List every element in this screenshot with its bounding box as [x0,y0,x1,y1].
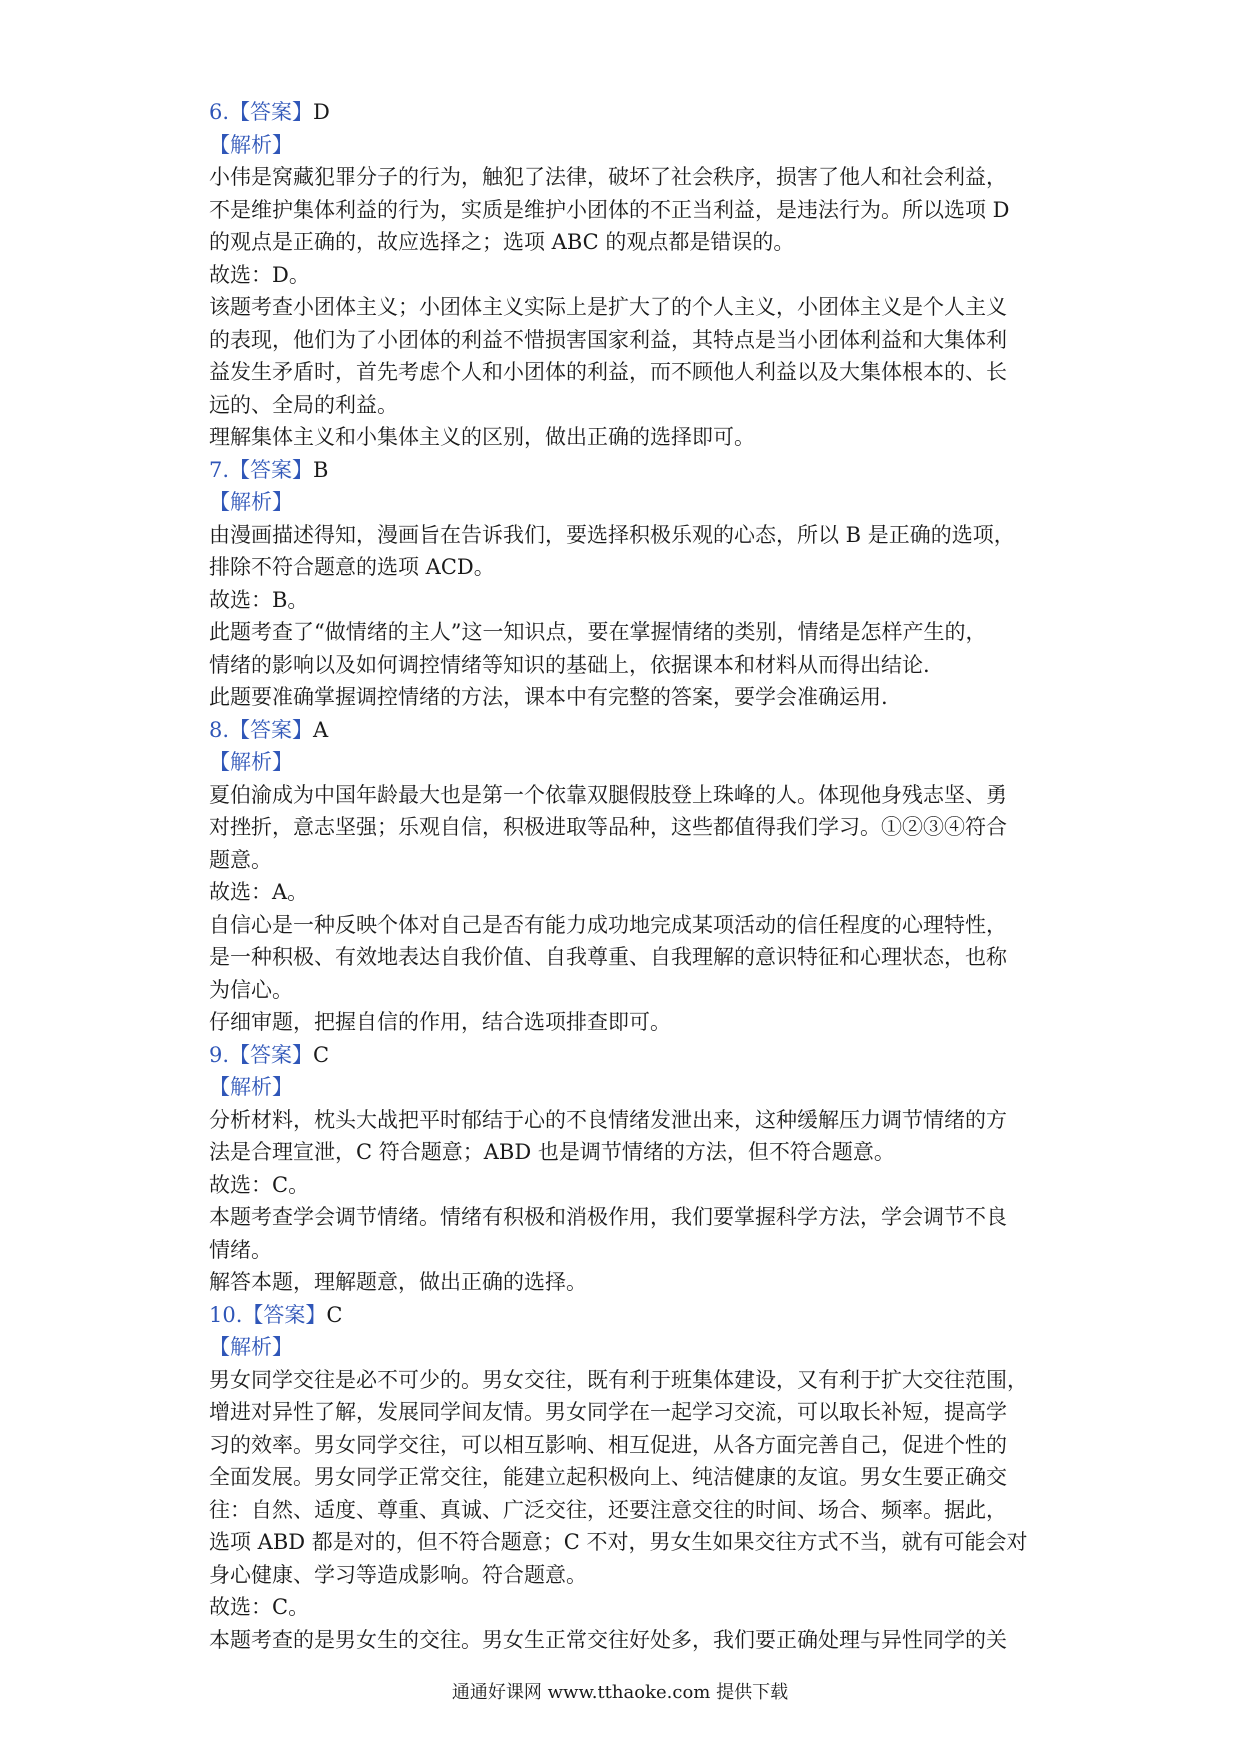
analysis-line: 对挫折，意志坚强；乐观自信，积极进取等品种，这些都值得我们学习。①②③④符合 [209,815,1007,839]
analysis-line: 不是维护集体利益的行为，实质是维护小团体的不正当利益，是违法行为。所以选项 D [209,197,1010,222]
answer-value: B [313,457,329,482]
answer-heading-9 [209,1039,1039,1072]
answer-label: 【答案】 [229,100,314,124]
analysis-line: 故选：B。 [209,587,309,612]
analysis-line: 排除不符合题意的选项 ACD。 [209,555,495,579]
answer-heading-10 [209,1299,1039,1332]
analysis-line: 情绪。 [209,1237,272,1262]
analysis-line: 本题考查的是男女生的交往。男女生正常交往好处多，我们要正确处理与异性同学的关 [209,1627,1007,1652]
analysis-line: 的观点是正确的，故应选择之；选项 ABC 的观点都是错误的。 [209,230,795,254]
analysis-line: 夏伯渝成为中国年龄最大也是第一个依靠双腿假肢登上珠峰的人。体现他身残志坚、勇 [209,782,1007,807]
answer-value: C [313,1042,330,1067]
analysis-line: 解答本题，理解题意，做出正确的选择。 [209,1270,587,1294]
analysis-line: 远的、全局的利益。 [209,392,398,417]
answer-label: 【答案】 [229,1042,314,1067]
analysis-line: 由漫画描述得知，漫画旨在告诉我们，要选择积极乐观的心态，所以 B 是正确的选项， [209,522,1015,547]
analysis-line: 分析材料，枕头大战把平时郁结于心的不良情绪发泄出来，这种缓解压力调节情绪的方 [209,1107,1007,1132]
analysis-line: 法是合理宣泄，C 符合题意；ABD 也是调节情绪的方法，但不符合题意。 [209,1140,895,1164]
answer-heading-8 [209,714,1039,747]
answer-value: C [326,1302,343,1327]
analysis-line: 本题考查学会调节情绪。情绪有积极和消极作用，我们要掌握科学方法，学会调节不良 [209,1205,1007,1229]
analysis-line: 该题考查小团体主义；小团体主义实际上是扩大了的个人主义，小团体主义是个人主义 [209,295,1007,319]
analysis-line: 全面发展。男女同学正常交往，能建立起积极向上、纯洁健康的友谊。男女生要正确交 [209,1465,1007,1489]
answer-label: 【答案】 [242,1302,327,1327]
analysis-line: 故选：A。 [209,880,309,904]
analysis-line: 故选：C。 [209,1595,310,1619]
analysis-line: 为信心。 [209,977,293,1002]
analysis-line: 的表现，他们为了小团体的利益不惜损害国家利益，其特点是当小团体利益和大集体利 [209,327,1007,352]
analysis-line: 往：自然、适度、尊重、真诚、广泛交往，还要注意交往的时间、场合、频率。据此， [209,1497,1007,1522]
answer-value: D [313,100,330,124]
analysis-line: 男女同学交往是必不可少的。男女交往，既有利于班集体建设，又有利于扩大交往范围， [209,1367,1028,1392]
analysis-line: 习的效率。男女同学交往，可以相互影响、相互促进，从各方面完善自己，促进个性的 [209,1432,1007,1457]
question-number: 10. [209,1302,243,1327]
question-number: 6. [209,100,230,124]
analysis-line: 小伟是窝藏犯罪分子的行为，触犯了法律，破坏了社会秩序，损害了他人和社会利益， [209,165,1007,189]
answer-heading-6 [209,96,1039,129]
analysis-line: 题意。 [209,847,272,872]
answer-label: 【答案】 [229,717,314,742]
analysis-line: 情绪的影响以及如何调控情绪等知识的基础上，依据课本和材料从而得出结论. [209,652,930,677]
answer-value: A [313,717,329,742]
analysis-label-10: 【解析】 [209,1335,293,1359]
analysis-label-6: 【解析】 [209,132,293,157]
answer-heading-7 [209,454,1039,487]
document-body [209,96,1039,1656]
question-number: 8. [209,717,230,742]
analysis-line: 身心健康、学习等造成影响。符合题意。 [209,1562,587,1587]
analysis-line: 此题要准确掌握调控情绪的方法，课本中有完整的答案，要学会准确运用. [209,685,888,709]
answer-label: 【答案】 [229,457,314,482]
question-number: 7. [209,457,230,482]
question-number: 9. [209,1042,230,1067]
analysis-line: 仔细审题，把握自信的作用，结合选项排查即可。 [209,1010,671,1034]
page-footer: 通通好课网 www.tthaoke.com 提供下载 [451,1682,789,1703]
analysis-label-8: 【解析】 [209,750,293,774]
analysis-line: 增进对异性了解，发展同学间友情。男女同学在一起学习交流，可以取长补短，提高学 [209,1400,1007,1424]
analysis-line: 故选：D。 [209,262,310,287]
analysis-line: 自信心是一种反映个体对自己是否有能力成功地完成某项活动的信任程度的心理特性， [209,912,1007,937]
analysis-line: 益发生矛盾时，首先考虑个人和小团体的利益，而不顾他人利益以及大集体根本的、长 [209,360,1007,384]
analysis-line: 此题考查了“做情绪的主人”这一知识点，要在掌握情绪的类别，情绪是怎样产生的， [209,620,987,644]
analysis-label-9: 【解析】 [209,1075,293,1099]
analysis-label-7: 【解析】 [209,490,293,514]
analysis-line: 是一种积极、有效地表达自我价值、自我尊重、自我理解的意识特征和心理状态，也称 [209,945,1007,969]
analysis-line: 选项 ABD 都是对的，但不符合题意；C 不对，男女生如果交往方式不当，就有可能会对 [209,1530,1028,1554]
analysis-line: 理解集体主义和小集体主义的区别，做出正确的选择即可。 [209,425,755,449]
analysis-line: 故选：C。 [209,1172,310,1197]
